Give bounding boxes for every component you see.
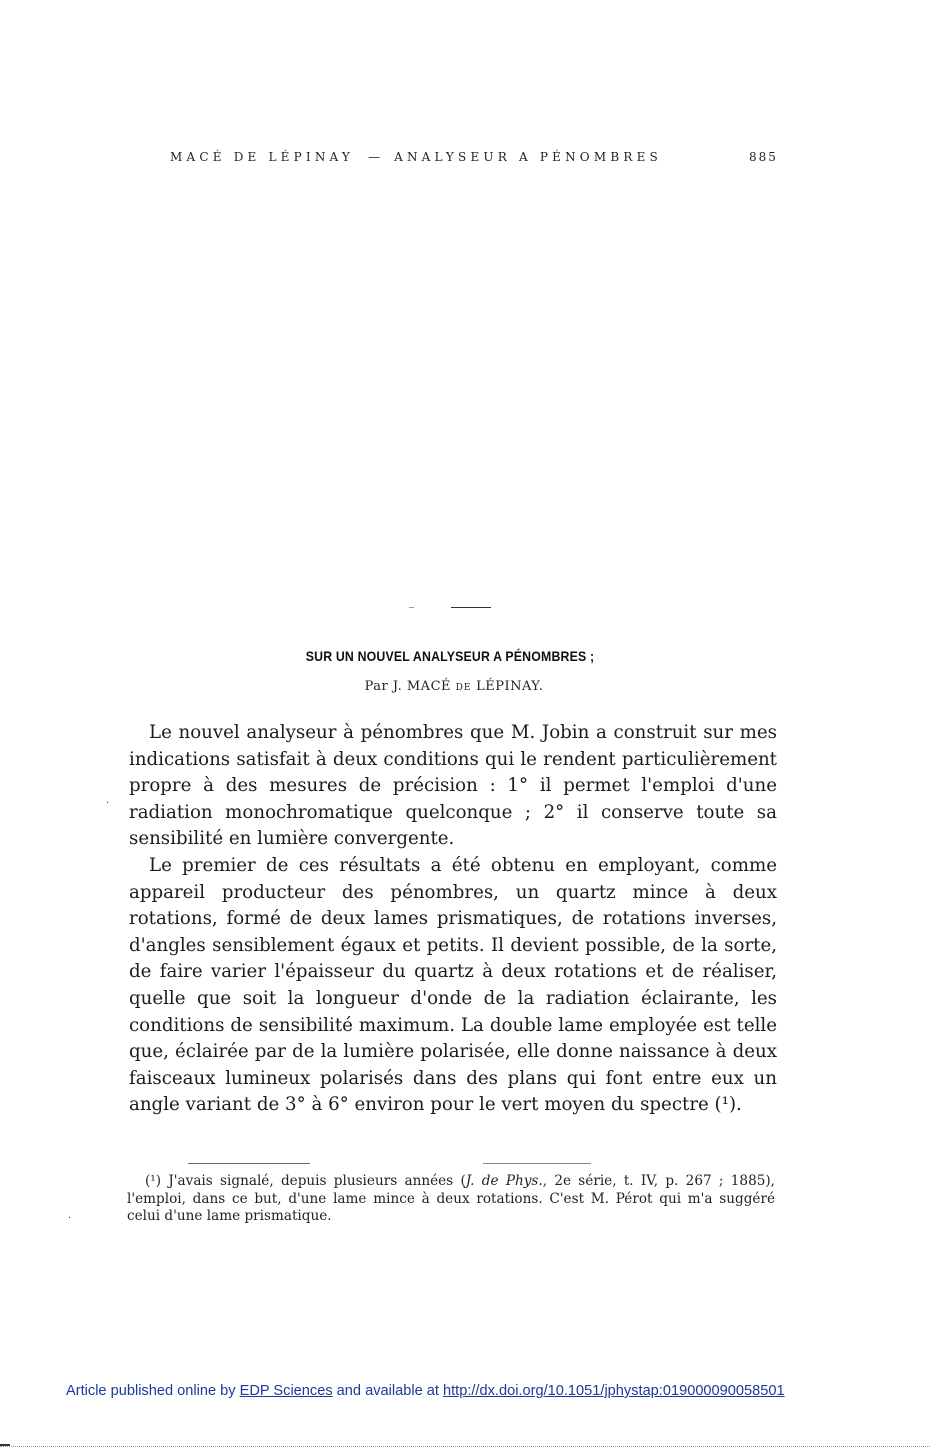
running-title-right: ANALYSEUR A PÉNOMBRES	[394, 150, 662, 164]
doi-link[interactable]: http://dx.doi.org/10.1051/jphystap:019000090058501	[442, 1383, 785, 1399]
footnote-journal-ref: J. de Phys.	[465, 1173, 543, 1189]
footnote	[127, 1173, 775, 1226]
byline-particle: DE	[455, 683, 472, 693]
running-header	[170, 150, 780, 164]
page-number: 885	[749, 150, 778, 164]
article-body	[129, 720, 777, 1119]
scan-edge-line	[0, 1446, 930, 1449]
footnote-marker: (¹)	[145, 1173, 162, 1189]
publication-footer	[66, 1383, 785, 1399]
body-paragraph-1: Le nouvel analyseur à pénombres que M. Jobin a construit sur mes indications satisfait à deux conditions qui le rendent particulièrement propre à des mesures de précision : 1° il permet l'emploi d'une radiation monochromatique quelconque ; 2° il conserve toute sa sensibilité en lumière convergente.	[129, 722, 777, 850]
footnote-text-after: , 2e série, t. IV, p. 267 ; 1885), l'emploi, dans ce but, d'une lame mince à deux rotations. C'est M. Pérot qui m'a suggéré celui d'une lame prismatique.	[127, 1173, 776, 1224]
footer-prefix: Article published online by	[66, 1383, 240, 1399]
title-separator-rule	[451, 607, 491, 608]
footer-middle: and available at	[332, 1383, 443, 1399]
byline-surname: LÉPINAY.	[471, 679, 544, 694]
footnote-rule-secondary	[483, 1163, 591, 1164]
running-separator: —	[368, 150, 381, 164]
margin-mark: ·	[106, 798, 110, 809]
footnote-rule	[188, 1163, 310, 1164]
decorative-dot	[409, 607, 414, 608]
publisher-link[interactable]: EDP Sciences	[239, 1383, 333, 1399]
article-title: SUR UN NOUVEL ANALYSEUR A PÉNOMBRES ;	[305, 648, 595, 664]
byline-prefix: Par J. MACÉ	[364, 679, 456, 694]
body-paragraph-2: Le premier de ces résultats a été obtenu en employant, comme appareil producteur des pénombres, un quartz mince à deux rotations, formé de deux lames prismatiques, de rotations inverses, d'angles sensiblement égaux et petits. Il devient possible, de la sorte, de faire varier l'épaisseur du quartz à deux rotations et de réaliser, quelle que soit la longueur d'onde de la radiation éclairante, les conditions de sensibilité maximum. La double lame employée est telle que, éclairée par de la lumière polarisée, elle donne naissance à deux faisceaux lumineux polarisés dans des plans qui font entre eux un angle variant de 3° à 6° environ pour le vert moyen du spectre (¹).	[129, 854, 777, 1116]
running-title-left: MACÉ DE LÉPINAY	[170, 150, 355, 164]
footnote-text-before: J'avais signalé, depuis plusieurs années (	[161, 1173, 466, 1189]
margin-mark: ·	[68, 1213, 72, 1224]
byline	[0, 679, 908, 694]
